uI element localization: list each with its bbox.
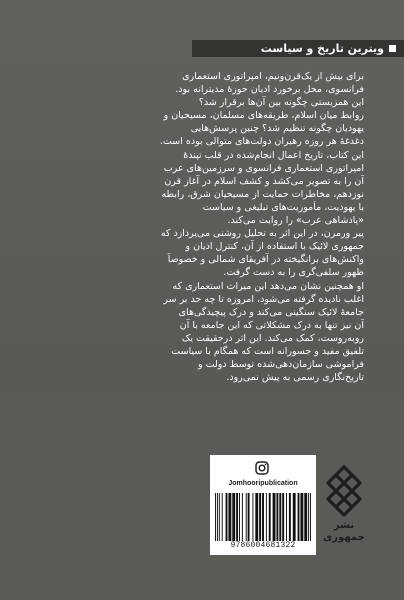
barcode-bar (242, 493, 243, 541)
barcode-bar (255, 493, 258, 541)
blurb-line: آن نیز تنها به درک مشکلاتی که این جامعه با آن (179, 319, 364, 331)
blurb-line: روبه‌روست، کمک می‌کند. این اثر درحقیقت یک (181, 332, 364, 344)
blurb-line: اغلب نادیده گرفته می‌شود، امروزه تا چه حد بر سر (163, 293, 364, 305)
barcode-bar (219, 493, 220, 541)
blurb-paragraph-1 (44, 70, 364, 149)
blurb-line: با یهودیت، مأموریت‌های تبلیغی و سیاست (202, 201, 364, 213)
publisher-name-line-1: نشر (333, 520, 355, 531)
blurb-line: تاریخ‌نگاری رسمی به پیش نمی‌رود. (226, 372, 364, 384)
blurb-line: فرانسوی، محل برخورد ادیان حوزهٔ مدیترانه بود. (175, 84, 364, 96)
barcode-bar (304, 493, 307, 541)
blurb-line: روابط میان اسلام، طریقه‌های مسلمان، مسیحیان و (163, 110, 364, 122)
barcode-bar (300, 493, 303, 541)
barcode-bar (286, 493, 287, 541)
barcode-bar (282, 493, 284, 541)
barcode-bar (273, 493, 276, 541)
barcode-bar (262, 493, 264, 541)
barcode-bar (276, 493, 278, 541)
instagram-icon (255, 461, 269, 475)
barcode-bar (217, 493, 218, 541)
blurb-line: این کتاب، تاریخ اعمال انجام‌شده در قلب تپندهٔ (183, 149, 364, 161)
barcode-bar (228, 493, 231, 541)
barcode-bar (248, 493, 250, 541)
knot-emblem-icon (324, 464, 364, 518)
barcode-bar (215, 493, 216, 541)
instagram-handle: Jomhooripublication (228, 480, 298, 487)
barcode-bar (279, 493, 281, 541)
isbn-barcode (215, 493, 311, 541)
barcode-bar (266, 493, 267, 541)
blurb-line: امپراتوری استعماری فرانسوی و سرزمین‌های عرب (163, 162, 364, 174)
barcode-bar (293, 493, 296, 541)
publisher-name-line-2: جمهوری (323, 532, 365, 543)
barcode-bar (236, 493, 238, 541)
barcode-bar (226, 493, 228, 541)
blurb-paragraph-4 (44, 280, 364, 385)
blurb-line: او همچنین نشان می‌دهد این میراث استعماری که (172, 280, 364, 292)
blurb-line: این همزیستی چگونه بین آن‌ها برقرار شد؟ (198, 97, 364, 109)
blurb-line: تلفیق مفید و جسورانه است که همگام با سیاست (171, 345, 364, 357)
barcode-bar (269, 493, 271, 541)
blurb-line: جامعهٔ لائیک سنگینی می‌کند و درک پیچیدگی‌های (178, 306, 364, 318)
blurb-line: واکنش‌های برانگیخته در آفریقای شمالی و خصوصاً (167, 254, 364, 266)
publisher-logo (322, 460, 366, 560)
blurb-line: ظهور سلفی‌گری را به دست گرفت. (223, 267, 364, 279)
blurb-paragraph-2 (44, 149, 364, 228)
barcode-bar (232, 493, 235, 541)
blurb-line: نوزدهم، مخاطرات حمایت از مسیحیان شرق، رابطه (161, 188, 364, 200)
blurb-line: فراموشی سازمان‌دهی‌شده توسط دولت و (197, 359, 364, 371)
series-title: ویترین تاریخ و سیاست (260, 42, 384, 55)
blurb-paragraph-3 (44, 227, 364, 279)
publisher-name (322, 520, 366, 544)
barcode-bar (222, 493, 223, 541)
barcode-bar (239, 493, 240, 541)
blurb-line: آن را به تصویر می‌کشد و کشف اسلام در آغاز قرن (164, 175, 364, 187)
barcode-bar (289, 493, 291, 541)
blurb-line: جمهوری لائیک با استفاده از آن، کنترل ادیان و (185, 241, 364, 253)
barcode-bar (298, 493, 300, 541)
isbn-number: 9786004681322 (230, 541, 296, 550)
series-banner (192, 40, 404, 57)
blurb-line: دغدغهٔ هر روزه رهبران دولت‌های متوالی بوده است. (159, 136, 364, 148)
barcode-bar (252, 493, 253, 541)
barcode-bar (308, 493, 309, 541)
blurb-text (44, 70, 364, 442)
square-bullet-icon (389, 45, 396, 52)
blurb-line: برای بیش از یک‌قرن‌ونیم، امپراتوری استعماری (182, 71, 364, 82)
barcode-bar (246, 493, 247, 541)
barcode-bar (310, 493, 311, 541)
barcode-bar (259, 493, 261, 541)
blurb-line: یهودیان چگونه تنظیم شد؟ چنین پرسش‌هایی (190, 123, 364, 135)
barcode-panel (210, 455, 316, 555)
blurb-line: «پادشاهی عرب» را روایت می‌کند. (227, 215, 364, 227)
blurb-line: پیر ورمرن، در این اثر به تحلیل روشنی می‌پردازد که (160, 228, 364, 240)
